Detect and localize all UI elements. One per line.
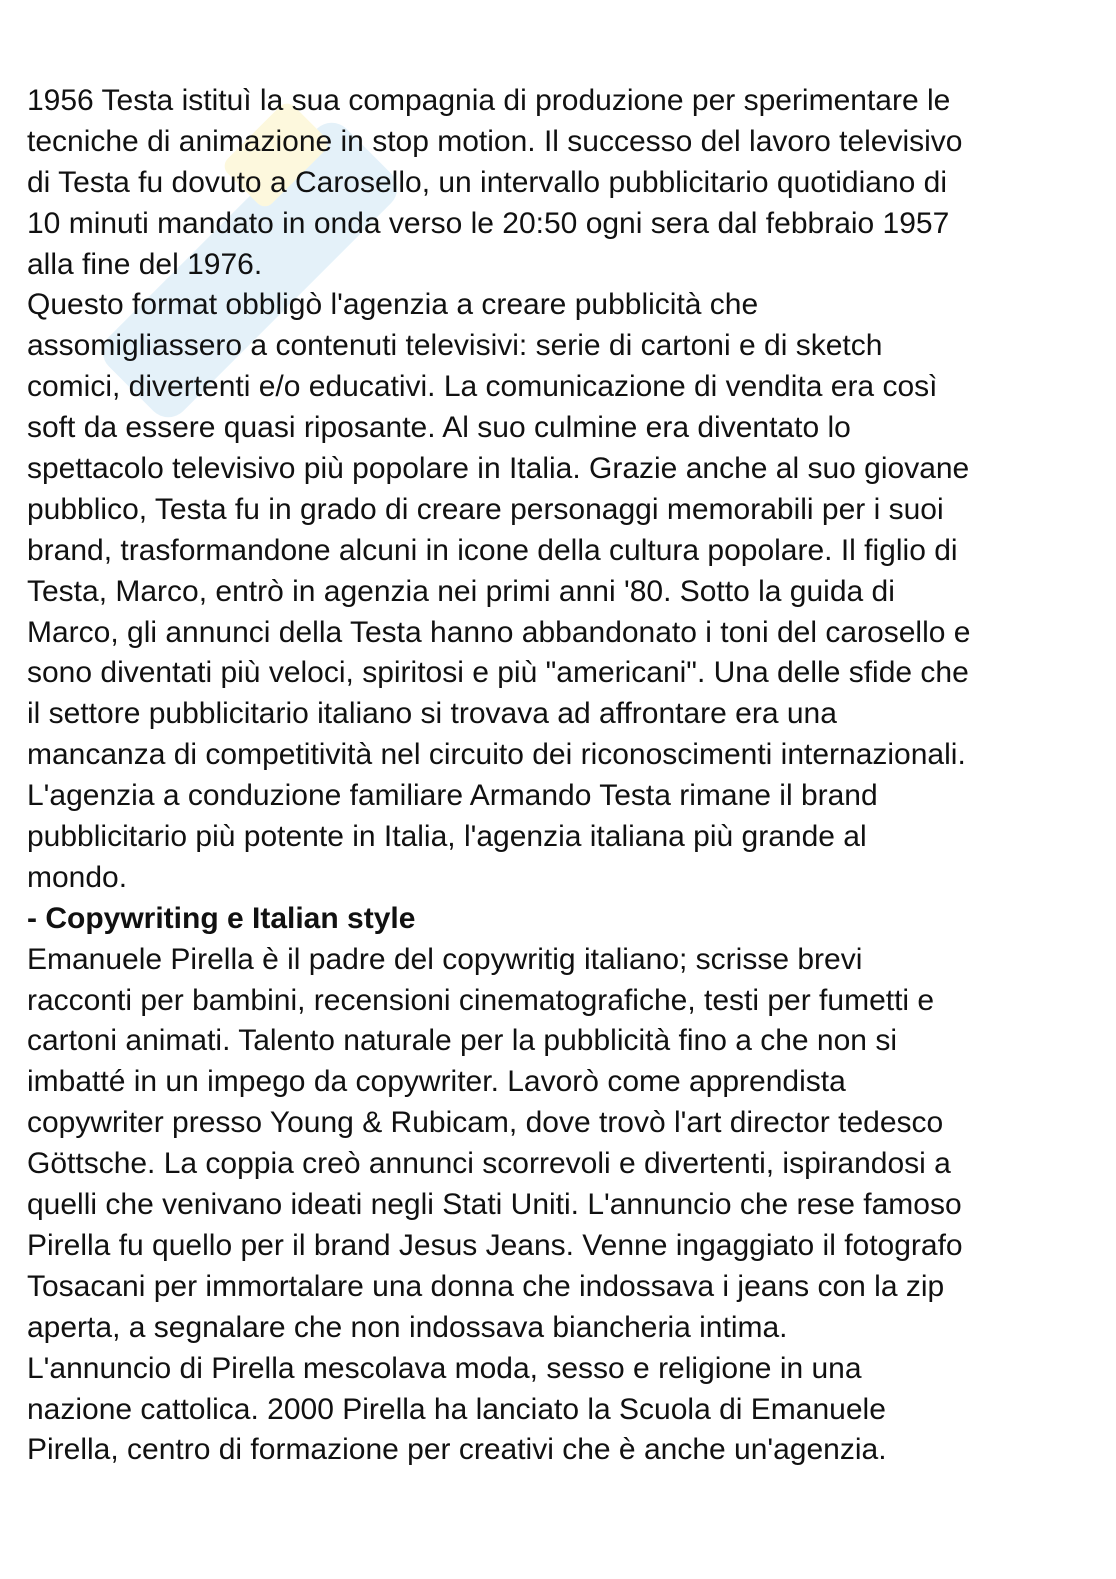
text-line: Göttsche. La coppia creò annunci scorrevoli e divertenti, ispirandosi a — [27, 1147, 951, 1181]
text-line: il settore pubblicitario italiano si trovava ad affrontare era una — [27, 697, 837, 731]
text-line: L'annuncio di Pirella mescolava moda, sesso e religione in una — [27, 1351, 862, 1385]
text-line: comici, divertenti e/o educativi. La comunicazione di vendita era così — [27, 370, 938, 404]
text-line: brand, trasformandone alcuni in icone della cultura popolare. Il figlio di — [27, 533, 958, 567]
text-line: soft da essere quasi riposante. Al suo culmine era diventato lo — [27, 411, 851, 445]
text-line: copywriter presso Young & Rubicam, dove trovò l'art director tedesco — [27, 1106, 944, 1140]
text-line: racconti per bambini, recensioni cinematografiche, testi per fumetti e — [27, 983, 935, 1017]
text-line: sono diventati più veloci, spiritosi e più "americani". Una delle sfide che — [27, 656, 969, 690]
text-line: assomigliassero a contenuti televisivi: serie di cartoni e di sketch — [27, 329, 883, 363]
text-line: imbatté in un impego da copywriter. Lavorò come apprendista — [27, 1065, 846, 1099]
text-line: Marco, gli annunci della Testa hanno abbandonato i toni del carosello e — [27, 615, 971, 649]
text-line: Testa, Marco, entrò in agenzia nei primi anni '80. Sotto la guida di — [27, 574, 895, 608]
text-line: L'agenzia a conduzione familiare Armando Testa rimane il brand — [27, 779, 878, 813]
text-line: di Testa fu dovuto a Carosello, un intervallo pubblicitario quotidiano di — [27, 165, 948, 199]
text-line: spettacolo televisivo più popolare in Italia. Grazie anche al suo giovane — [27, 452, 970, 486]
text-line: aperta, a segnalare che non indossava biancheria intima. — [27, 1310, 788, 1344]
text-line: mondo. — [27, 860, 128, 894]
text-line: pubblico, Testa fu in grado di creare personaggi memorabili per i suoi — [27, 492, 944, 526]
section-heading: - Copywriting e Italian style — [27, 901, 416, 935]
text-line: tecniche di animazione in stop motion. Il successo del lavoro televisivo — [27, 124, 963, 158]
text-line: Pirella, centro di formazione per creativi che è anche un'agenzia. — [27, 1433, 887, 1467]
text-line: Questo format obbligò l'agenzia a creare pubblicità che — [27, 288, 759, 322]
text-line: 1956 Testa istituì la sua compagnia di produzione per sperimentare le — [27, 84, 951, 117]
text-line: cartoni animati. Talento naturale per la pubblicità fino a che non si — [27, 1024, 897, 1058]
text-line: Pirella fu quello per il brand Jesus Jeans. Venne ingaggiato il fotografo — [27, 1228, 963, 1262]
text-line: Tosacani per immortalare una donna che indossava i jeans con la zip — [27, 1269, 945, 1303]
text-line: 10 minuti mandato in onda verso le 20:50 ogni sera dal febbraio 1957 — [27, 206, 950, 240]
text-line: quelli che venivano ideati negli Stati Uniti. L'annuncio che rese famoso — [27, 1188, 962, 1222]
text-line: nazione cattolica. 2000 Pirella ha lanciato la Scuola di Emanuele — [27, 1392, 886, 1426]
text-line: alla fine del 1976. — [27, 247, 263, 281]
document-body — [27, 81, 970, 1471]
text-line: pubblicitario più potente in Italia, l'agenzia italiana più grande al — [27, 820, 867, 854]
text-line: Emanuele Pirella è il padre del copywritig italiano; scrisse brevi — [27, 942, 863, 976]
text-line: mancanza di competitività nel circuito dei riconoscimenti internazionali. — [27, 738, 966, 772]
